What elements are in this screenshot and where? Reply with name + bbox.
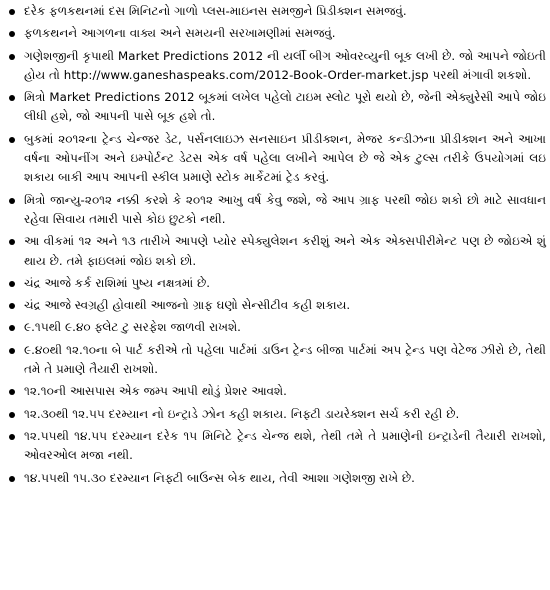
bullet-icon: [9, 476, 15, 482]
list-item-text: મિત્રો Market Predictions 2012 બૂકમાં લખેલ પહેલો ટાઇમ સ્લોટ પૂરો થયો છે, જેની એક્યુરેસી આપે જોઇ લીધી હશે, જો આપની પાસે બૂક હશે તો.: [24, 90, 546, 124]
list-item: [8, 232, 546, 271]
list-item: [8, 88, 546, 127]
bullet-icon: [9, 303, 15, 309]
list-item-text: ફળકથનને આગળના વાક્ય અને સમયની સરખામણીમાં સમજવું.: [24, 26, 336, 41]
list-item: [8, 469, 546, 488]
bullet-icon: [9, 412, 15, 418]
bullet-icon: [9, 389, 15, 395]
list-item-text: ૯.૪૦થી ૧૨.૧૦ના બે પાર્ટ કરીએ તો પહેલા પાર્ટમાં ડાઉન ટ્રેન્ડ બીજા પાર્ટમાં અપ ટ્રેન્ડ પણ વેટેજ ઝીરો છે, તેથી તમે તે પ્રમાણે તૈયારી રાખશો.: [24, 342, 546, 377]
list-item-text: ૧૨.૩૦થી ૧૨.૫૫ દરમ્યાન નો ઇન્ટ્રાડે ઝોન કહી શકાય. નિફ્ટી ડાયરેક્શન સર્ચ કરી રહી છે.: [24, 406, 460, 421]
list-item-text: ચંદ્ર આજે સ્વગ્રહી હોવાથી આજનો ગ્રાફ ઘણો સેન્સીટીવ કહી શકાય.: [24, 298, 351, 313]
bullet-icon: [9, 198, 15, 204]
list-item-text: ચંદ્ર આજે કર્ક રાશિમાં પુષ્ય નક્ષત્રમાં છે.: [24, 275, 211, 290]
bullet-icon: [9, 95, 15, 101]
list-item: [8, 341, 546, 380]
bullet-icon: [9, 9, 15, 15]
bullet-icon: [9, 325, 15, 331]
bullet-icon: [9, 348, 15, 354]
list-item: [8, 130, 546, 188]
list-item-text: બુકમાં ૨૦૧૨ના ટ્રેન્ડ ચેન્જર ડેટ, પર્સનલાઇઝ સનસાઇન પ્રીડીક્શન, મેજર કન્ડીઝના પ્રીડીક્શન અને આખા વર્ષના ઓપનીંગ અને ઇમ્પોર્ટન્ટ ડેટસ એક વર્ષ પહેલા લખીને આપેલ છે જે એક ટુલ્સ તરીકે ઉપયોગમાં લઇ શકાય બાકી આપ આપની સ્કીલ પ્રમાણે સ્ટોક માર્કેટમાં ટ્રેડ કરવું.: [24, 131, 546, 185]
bullet-icon: [9, 281, 15, 287]
list-item: [8, 47, 546, 86]
bullet-icon: [9, 137, 15, 143]
list-item-text: આ વીકમાં ૧૨ અને ૧૩ તારીખે આપણે પ્યોર સ્પેક્યુલેશન કરીશું અને એક એક્સપીરીમેન્ટ પણ છે જોઇએ શું થાય છે. તમે ફાઇલમાં જોઇ શકો છો.: [24, 234, 546, 268]
list-item: [8, 296, 546, 315]
list-item-text: મિત્રો જાન્યુ-૨૦૧૨ નક્કી કરશે કે ૨૦૧૨ આખુ વર્ષ કેવુ જશે, જે આપ ગ્રાફ પરથી જોઇ શકો છો માટે સાવધાન રહેવા સિવાય તમારી પાસે કોઇ છુટકો નથી.: [24, 192, 546, 226]
bullet-icon: [9, 54, 15, 60]
list-item: [8, 318, 546, 337]
list-item: [8, 274, 546, 293]
bullet-icon: [9, 239, 15, 245]
list-item: [8, 191, 546, 230]
list-item-text: ગણેશજીની કૃપાથી Market Predictions 2012 ની યર્લી બીગ ઓવરવ્યુની બૂક લખી છે. જો આપને જોઇતી હોય તો http://www.ganeshaspeaks.com/2012-Book-Order-market.jsp પરથી મંગાવી શકશો.: [24, 48, 546, 82]
list-item-text: ૧૨.૫૫થી ૧૪.૫૫ દરમ્યાન દરેક ૧૫ મિનિટે ટ્રેન્ડ ચેન્જ થશે, તેથી તમે તે પ્રમાણેની ઇન્ટ્રાડેની તૈયારી રાખશો, ઓવરઓલ મજા નથી.: [24, 428, 546, 463]
list-item: [8, 405, 546, 424]
list-item: [8, 2, 546, 21]
list-item: [8, 24, 546, 43]
list-item-text: દરેક ફળકથનમાં દસ મિનિટનો ગાળો પ્લસ-માઇનસ સમજીને પ્રિડીક્શન સમજવું.: [24, 4, 407, 18]
list-item: [8, 427, 546, 466]
list-item: [8, 382, 546, 401]
list-item-text: ૧૪.૫૫થી ૧૫.૩૦ દરમ્યાન નિફ્ટી બાઉન્સ બેક થાય, તેવી આશા ગણેશજી રાખે છે.: [24, 470, 415, 485]
list-item-text: ૯.૧૫થી ૯.૪૦ ફ્લેટ ટુ સરફેશ જાળવી રાખશે.: [24, 320, 242, 335]
bullet-icon: [9, 31, 15, 37]
list-item-text: ૧૨.૧૦ની આસપાસ એક જમ્પ આપી થોડું પ્રેશર આવશે.: [24, 384, 287, 399]
bullet-icon: [9, 434, 15, 440]
